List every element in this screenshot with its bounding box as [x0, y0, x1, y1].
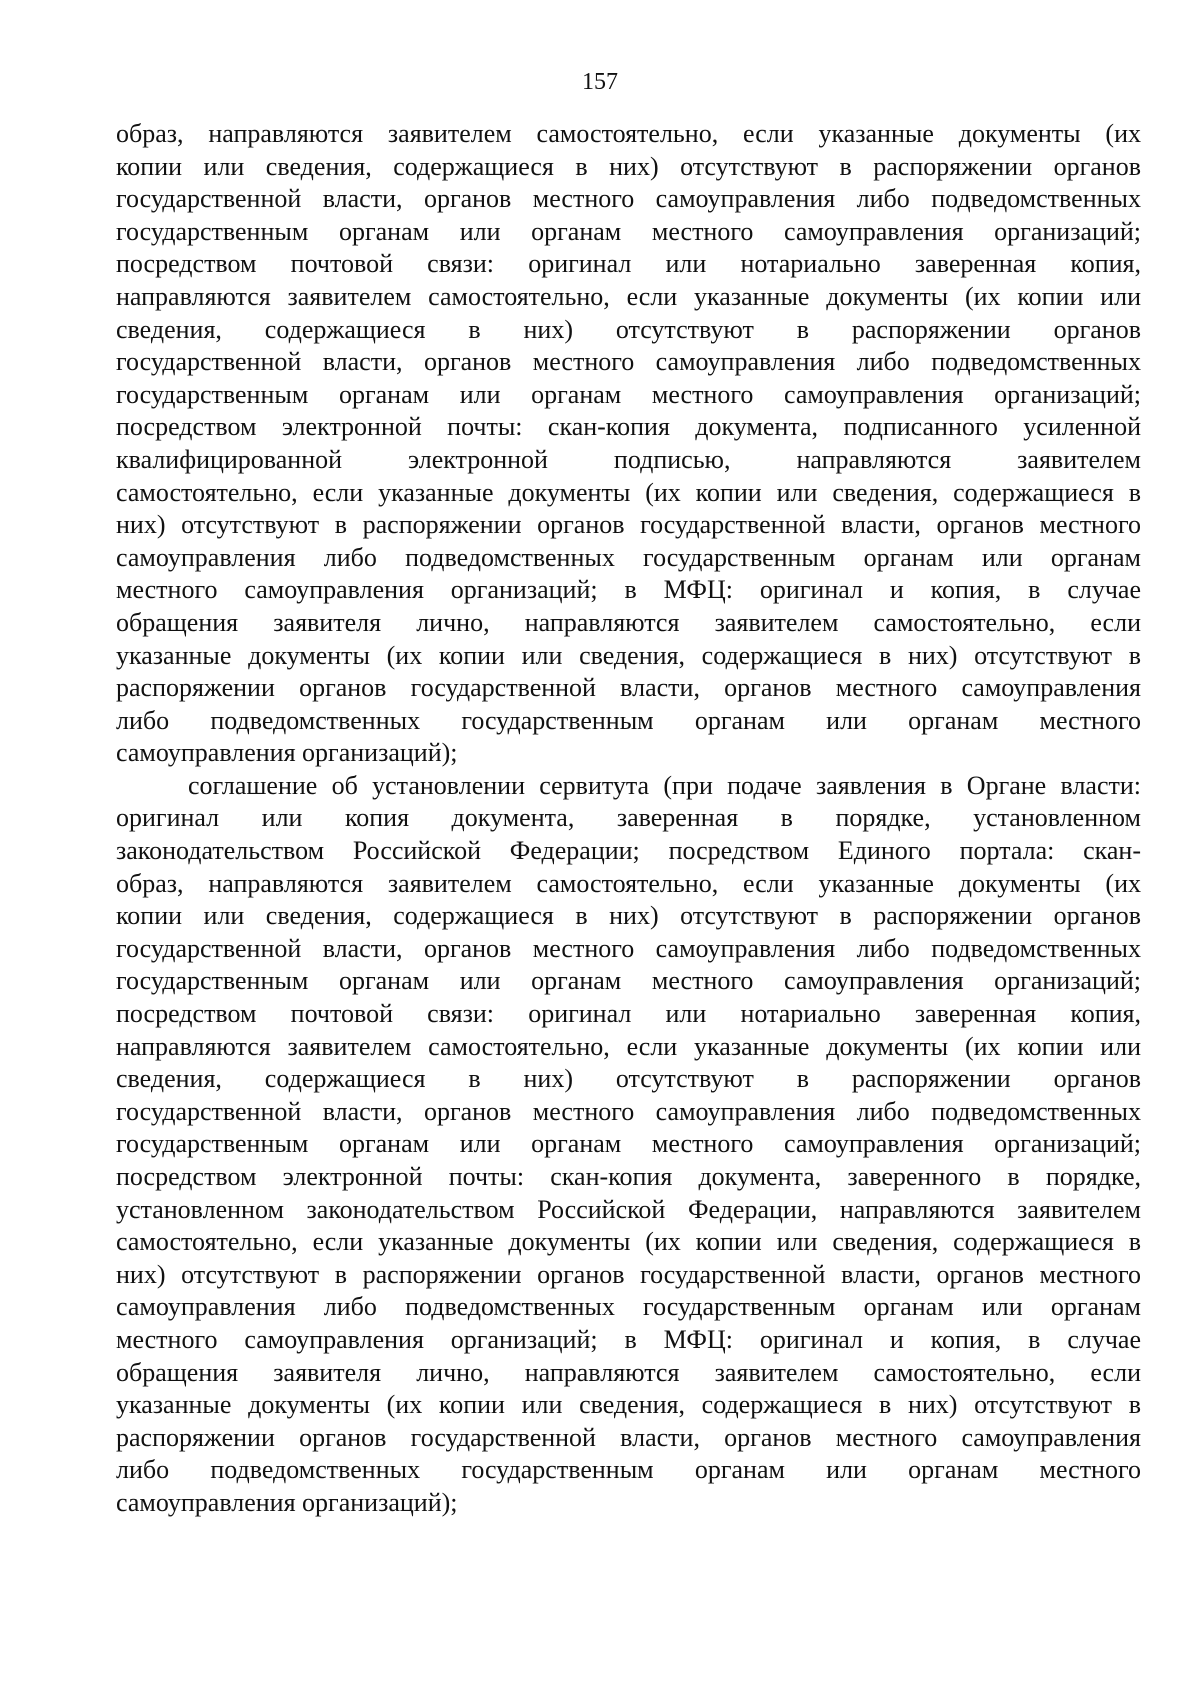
text-line: государственной власти, органов местного самоуправления либо подведомственных [116, 1096, 1141, 1126]
document-body [116, 118, 1141, 1520]
text-line: государственным органам или органам местного самоуправления организаций; [116, 379, 1141, 409]
text-line: них) отсутствуют в распоряжении органов государственной власти, органов местного [116, 1259, 1141, 1289]
text-line: указанные документы (их копии или сведения, содержащиеся в них) отсутствуют в [116, 1390, 1141, 1420]
text-line: квалифицированной электронной подписью, направляются заявителем [116, 444, 1141, 474]
text-line: копии или сведения, содержащиеся в них) отсутствуют в распоряжении органов [116, 151, 1141, 181]
text-line: них) отсутствуют в распоряжении органов государственной власти, органов местного [116, 510, 1141, 540]
text-line: оригинал или копия документа, заверенная в порядке, установленном [116, 803, 1141, 833]
text-line: самостоятельно, если указанные документы (их копии или сведения, содержащиеся в [116, 477, 1141, 507]
text-line: распоряжении органов государственной власти, органов местного самоуправления [116, 1422, 1141, 1452]
text-line: местного самоуправления организаций; в МФЦ: оригинал и копия, в случае [116, 575, 1141, 605]
text-line: направляются заявителем самостоятельно, если указанные документы (их копии или [116, 1031, 1141, 1061]
text-line: государственной власти, органов местного самоуправления либо подведомственных [116, 184, 1141, 214]
text-line: государственной власти, органов местного самоуправления либо подведомственных [116, 347, 1141, 377]
paragraph [116, 770, 1141, 1520]
page-number: 157 [582, 69, 618, 95]
text-line: установленном законодательством Российской Федерации, направляются заявителем [116, 1194, 1141, 1224]
text-line: соглашение об установлении сервитута (при подаче заявления в Органе власти: [188, 770, 1141, 800]
text-line: самоуправления организаций); [116, 1487, 458, 1517]
text-line: государственной власти, органов местного самоуправления либо подведомственных [116, 933, 1141, 963]
text-line: самостоятельно, если указанные документы (их копии или сведения, содержащиеся в [116, 1227, 1141, 1257]
text-line: местного самоуправления организаций; в МФЦ: оригинал и копия, в случае [116, 1324, 1141, 1354]
text-line: обращения заявителя лично, направляются заявителем самостоятельно, если [116, 607, 1141, 637]
text-line: указанные документы (их копии или сведения, содержащиеся в них) отсутствуют в [116, 640, 1141, 670]
text-line: законодательством Российской Федерации; посредством Единого портала: скан- [116, 836, 1141, 866]
text-line: посредством почтовой связи: оригинал или нотариально заверенная копия, [116, 249, 1141, 279]
text-line: государственным органам или органам местного самоуправления организаций; [116, 1129, 1141, 1159]
text-line: образ, направляются заявителем самостоятельно, если указанные документы (их [116, 868, 1141, 898]
text-line: посредством почтовой связи: оригинал или нотариально заверенная копия, [116, 999, 1141, 1029]
text-line: направляются заявителем самостоятельно, если указанные документы (их копии или [116, 281, 1141, 311]
text-line: образ, направляются заявителем самостоятельно, если указанные документы (их [116, 119, 1141, 148]
text-line: либо подведомственных государственным органам или органам местного [116, 1455, 1141, 1485]
text-line: сведения, содержащиеся в них) отсутствуют в распоряжении органов [116, 314, 1141, 344]
text-line: распоряжении органов государственной власти, органов местного самоуправления [116, 673, 1141, 703]
text-line: копии или сведения, содержащиеся в них) отсутствуют в распоряжении органов [116, 901, 1141, 931]
text-line: посредством электронной почты: скан-копия документа, заверенного в порядке, [116, 1162, 1141, 1191]
text-line: либо подведомственных государственным органам или органам местного [116, 705, 1141, 735]
text-line: сведения, содержащиеся в них) отсутствуют в распоряжении органов [116, 1064, 1141, 1094]
text-line: самоуправления организаций); [116, 738, 458, 768]
text-line: самоуправления либо подведомственных государственным органам или органам [116, 542, 1141, 572]
text-line: посредством электронной почты: скан-копия документа, подписанного усиленной [116, 412, 1141, 442]
paragraph [116, 118, 1141, 770]
text-line: самоуправления либо подведомственных государственным органам или органам [116, 1292, 1141, 1322]
text-line: государственным органам или органам местного самоуправления организаций; [116, 216, 1141, 246]
text-line: государственным органам или органам местного самоуправления организаций; [116, 966, 1141, 996]
text-line: обращения заявителя лично, направляются заявителем самостоятельно, если [116, 1357, 1141, 1387]
